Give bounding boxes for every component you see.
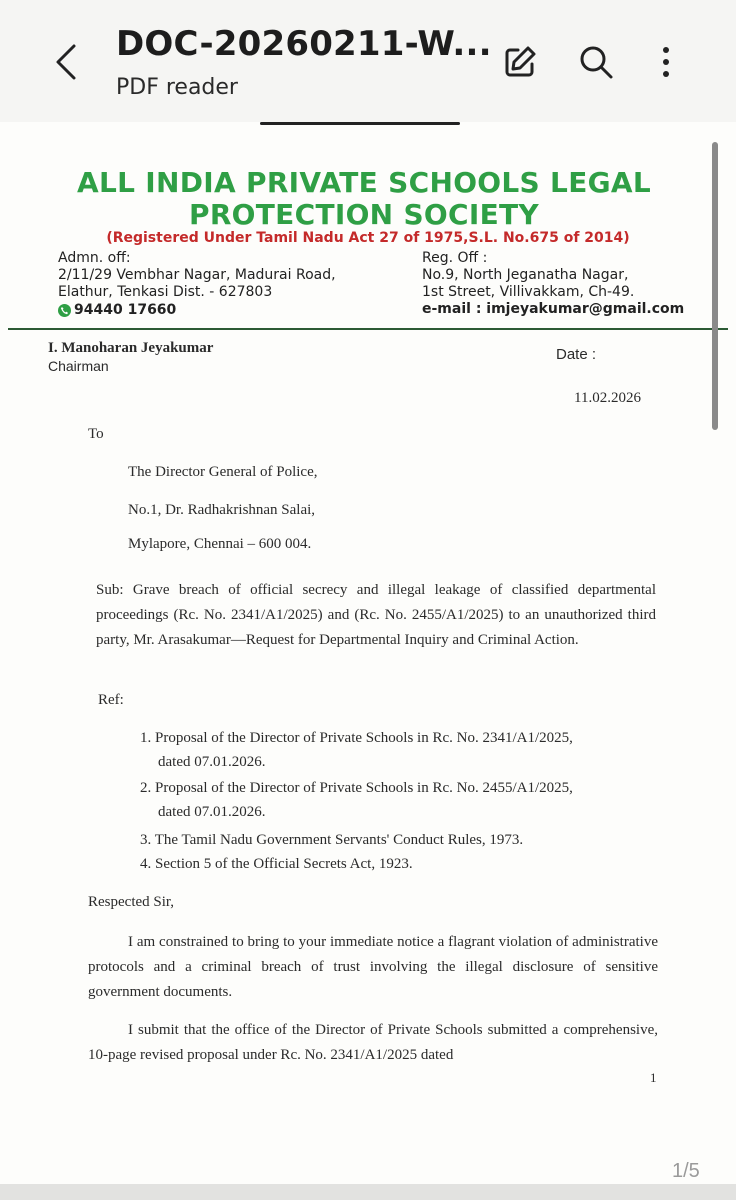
more-vert-icon	[646, 42, 686, 82]
ref-item-2: 2. Proposal of the Director of Private Schools in Rc. No. 2455/A1/2025,	[140, 780, 573, 796]
edit-icon	[500, 42, 540, 82]
email-address: e-mail : imjeyakumar@gmail.com	[422, 301, 685, 317]
ref-item-3: 3. The Tamil Nadu Government Servants' Conduct Rules, 1973.	[140, 832, 524, 848]
addressee-line2: No.1, Dr. Radhakrishnan Salai,	[128, 502, 316, 518]
registered-office-line1: No.9, North Jeganatha Nagar,	[422, 267, 629, 283]
page-gap	[0, 1184, 736, 1200]
salutation: Respected Sir,	[88, 894, 175, 910]
registered-office-line2: 1st Street, Villivakkam, Ch-49.	[422, 284, 635, 300]
sender-name: I. Manoharan Jeyakumar	[48, 340, 214, 356]
registered-office-block	[422, 250, 684, 318]
letter-date: 11.02.2026	[574, 390, 641, 406]
letterhead-title-line2: PROTECTION SOCIETY	[189, 198, 539, 231]
back-button[interactable]	[48, 40, 88, 84]
letterhead-divider	[8, 328, 728, 330]
scrollbar-thumb[interactable]	[712, 142, 718, 430]
app-subtitle: PDF reader	[116, 75, 238, 100]
registered-office-label: Reg. Off :	[422, 250, 488, 266]
sender-title: Chairman	[48, 358, 109, 374]
addressee-line3: Mylapore, Chennai – 600 004.	[128, 536, 312, 552]
app-bar	[0, 0, 736, 122]
edit-button[interactable]	[496, 38, 544, 86]
ref-item-4: 4. Section 5 of the Official Secrets Act, 1923.	[140, 856, 413, 872]
to-label: To	[88, 426, 104, 442]
back-arrow-icon	[48, 40, 88, 84]
admin-office-block	[58, 250, 336, 319]
search-icon	[576, 42, 616, 82]
page-top-edge	[260, 122, 460, 125]
body-paragraph-1: I am constrained to bring to your immediate notice a flagrant violation of administrative protocols and a criminal breach of trust involving the illegal disclosure of sensitive government documents.	[88, 934, 658, 1000]
phone-number: 94440 17660	[74, 302, 177, 318]
document-title: DOC-20260211-W...	[116, 24, 492, 64]
admin-office-label: Admn. off:	[58, 250, 131, 266]
subject-paragraph: Sub: Grave breach of official secrecy and illegal leakage of classified departmental proceedings (Rc. No. 2341/A1/2025) and (Rc. No. 2455/A1/2025) to an unauthorized third party, Mr. Arasakumar—Request for Departmental Inquiry and Criminal Action.	[96, 582, 656, 648]
date-label: Date :	[556, 346, 597, 363]
page-number: 1	[650, 1070, 657, 1085]
registration-line: (Registered Under Tamil Nadu Act 27 of 1975,S.L. No.675 of 2014)	[106, 230, 630, 246]
ref-item-1: 1. Proposal of the Director of Private Schools in Rc. No. 2341/A1/2025,	[140, 730, 573, 746]
ref-label: Ref:	[98, 692, 124, 708]
admin-office-line1: 2/11/29 Vembhar Nagar, Madurai Road,	[58, 267, 336, 283]
phone-icon	[58, 304, 71, 317]
body-paragraph-2: I submit that the office of the Director of Private Schools submitted a comprehensive, 10-page revised proposal under Rc. No. 2341/A1/2025 dated	[88, 1022, 658, 1063]
ref-item-2-date: dated 07.01.2026.	[158, 804, 266, 820]
addressee-line1: The Director General of Police,	[128, 464, 318, 480]
letterhead-title-line1: ALL INDIA PRIVATE SCHOOLS LEGAL	[76, 166, 652, 199]
ref-item-1-date: dated 07.01.2026.	[158, 754, 266, 770]
more-options-button[interactable]	[642, 38, 690, 86]
pdf-page[interactable]	[0, 122, 736, 1184]
admin-office-line2: Elathur, Tenkasi Dist. - 627803	[58, 284, 273, 300]
search-button[interactable]	[572, 38, 620, 86]
page-indicator: 1/5	[672, 1160, 700, 1182]
